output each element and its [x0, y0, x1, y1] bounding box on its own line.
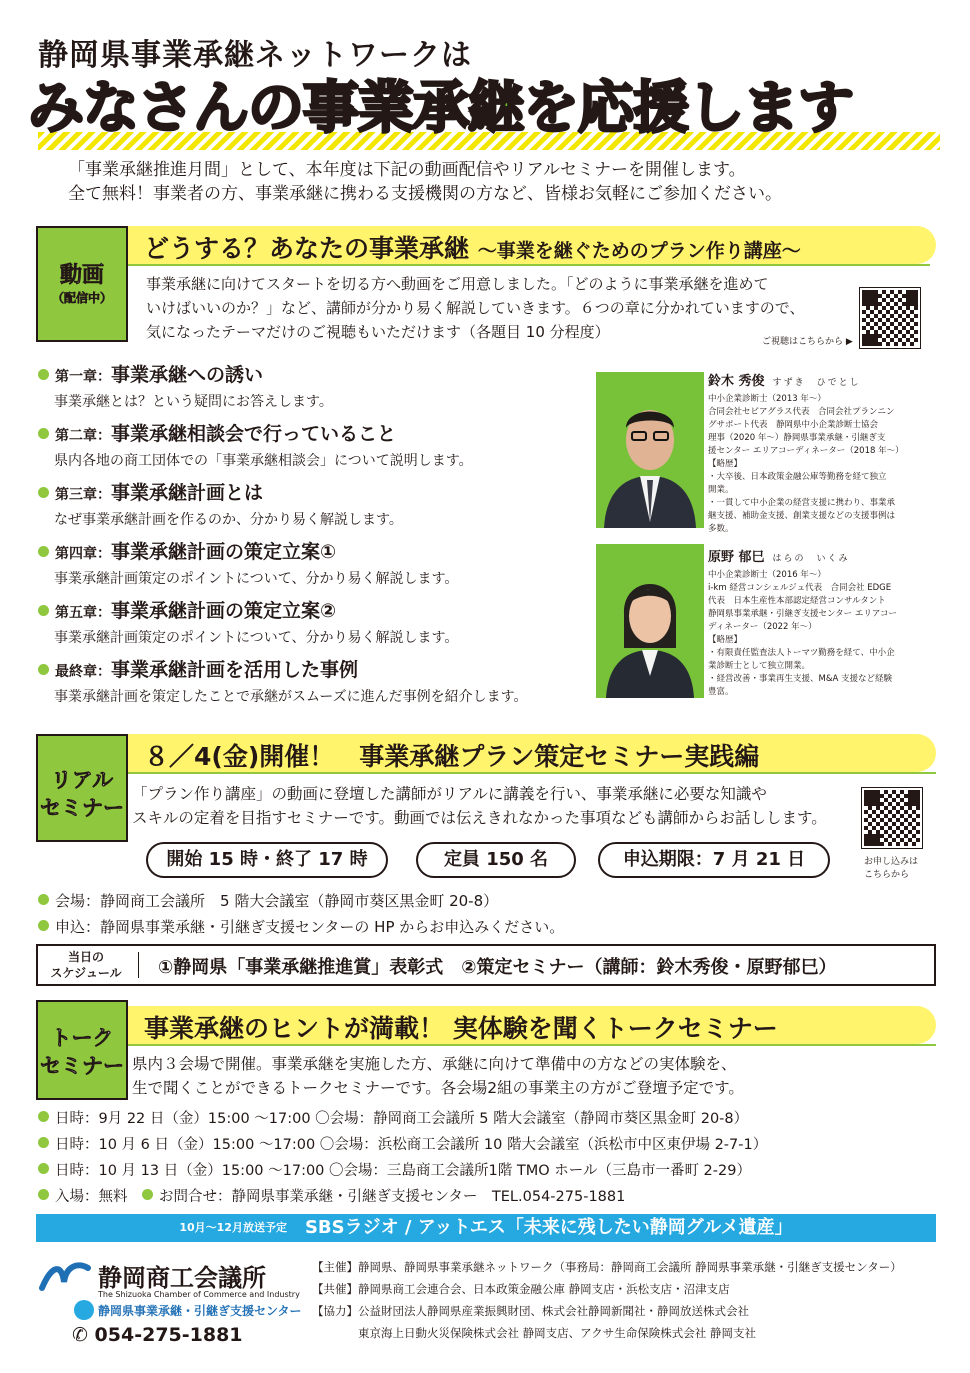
- bio-line: 中小企業診断士（2016 年～）: [708, 570, 826, 580]
- seminar-title-bar: [110, 734, 936, 772]
- video-subtitle: ～事業を継ぐためのプラン作り講座～: [477, 240, 801, 262]
- intro-line: 全て無料！事業者の方、事業承継に携わる支援機関の方など、皆様お気軽にご参加ください。: [68, 184, 782, 204]
- desc-line: いけばいいのか？」など、講師が分かり易く解説していきます。６つの章に分かれていますので、: [146, 299, 805, 317]
- intro-text: [68, 158, 782, 206]
- desc-line: スキルの定着を目指すセミナーです。動画では伝えきれなかった事項なども講師からお話しします。: [132, 809, 827, 827]
- bullet-icon: [38, 1111, 49, 1122]
- chapter-item: [38, 478, 598, 537]
- bio-line: ディネーター（2022 年～）: [708, 622, 817, 632]
- phone-number: 054-275-1881: [94, 1324, 243, 1346]
- chapter-heading: [38, 537, 598, 564]
- credit-line: 東京海上日動火災保険株式会社 静岡支店、アクサ生命保険株式会社 静岡支社: [312, 1326, 756, 1340]
- bio-line: ・有限責任監査法人トーマツ勤務を経て、中小企: [708, 648, 895, 658]
- person-silhouette-icon: [596, 544, 704, 698]
- talk-schedule-list: [38, 1106, 767, 1210]
- speaker-kana: すずき ひでとし: [772, 378, 861, 388]
- bio-line: グサポート代表 静岡県中小企業診断士協会: [708, 420, 879, 430]
- credit-line: 【協力】公益財団法人静岡県産業振興財団、株式会社静岡新聞社・静岡放送株式会社: [312, 1304, 749, 1318]
- speaker-bio: [708, 393, 904, 536]
- title-part: みなさんの: [28, 76, 303, 141]
- bio-line: 代表 日本生産性本部認定経営コンサルタント: [708, 596, 886, 606]
- speaker-photo-suzuki: [596, 372, 704, 528]
- video-tag-sub: （配信中）: [51, 291, 112, 305]
- bullet-icon: [38, 1137, 49, 1148]
- schedule-label-line: スケジュール: [50, 966, 122, 980]
- chapter-description: 県内各地の商工団体での「事業承継相談会」について説明します。: [54, 453, 473, 469]
- radio-schedule: 10月～12月放送予定: [179, 1221, 287, 1234]
- chapter-item: [38, 419, 598, 478]
- chapter-number: 第四章：: [55, 546, 111, 562]
- radio-program: SBSラジオ / アットエス「未来に残したい静岡グルメ遺産」: [304, 1217, 793, 1238]
- seminar-details: [38, 888, 564, 940]
- desc-line: 気になったテーマだけのご視聴もいただけます（各題目 10 分程度）: [146, 323, 610, 341]
- person-silhouette-icon: [596, 372, 704, 528]
- seminar-apply: [38, 914, 564, 940]
- phone-icon: ✆: [72, 1324, 95, 1346]
- bio-line: 中小企業診断士（2013 年～）: [708, 394, 826, 404]
- talk-description: [132, 1052, 744, 1100]
- bio-line: i-km 経営コンシェルジュ代表 合同会社 EDGE: [708, 583, 892, 593]
- talk-fee-contact: [38, 1184, 767, 1210]
- bullet-icon: [38, 428, 49, 439]
- chapter-number: 最終章：: [55, 664, 111, 680]
- talk-date-text: 日時：10 月 13 日（金）15:00 ～17:00 〇会場：三島商工会議所1階 TMO ホール（三島市一番町 2-29）: [55, 1163, 751, 1179]
- desc-line: 事業承継に向けてスタートを切る方へ動画をご用意しました。「どのように事業承継を進めて: [146, 275, 769, 293]
- bullet-icon: [38, 605, 49, 616]
- center-name: 静岡県事業承継・引継ぎ支援センター: [98, 1304, 302, 1318]
- chapter-number: 第三章：: [55, 487, 111, 503]
- bullet-icon: [38, 894, 49, 905]
- chapter-item: [38, 360, 598, 419]
- bio-line: 【略歴】: [708, 459, 743, 469]
- speaker-photo-harano: [596, 544, 704, 698]
- title-part: を: [523, 76, 578, 141]
- intro-line: 「事業承継推進月間」として、本年度は下記の動画配信やリアルセミナーを開催します。: [68, 160, 746, 180]
- video-qr-code[interactable]: [860, 288, 920, 348]
- chapter-description: 事業承継とは？という疑問にお答えします。: [54, 394, 333, 410]
- speaker-name: [708, 370, 904, 389]
- bio-line: 静岡県事業承継・引継ぎ支援センター エリアコー: [708, 609, 897, 619]
- chapter-title: 事業承継計画の策定立案①: [111, 541, 337, 563]
- desc-line: 生で聞くことができるトークセミナーです。各会場2組の事業主の方がご登壇予定です。: [132, 1079, 744, 1097]
- chapter-heading: [38, 419, 598, 446]
- seminar-tag-label: リアル: [50, 768, 114, 792]
- speaker-bio: [708, 569, 897, 699]
- talk-date-item: [38, 1158, 767, 1184]
- bio-line: 継支援、補助金支援、創業支援などの支援事例は: [708, 511, 896, 521]
- seminar-qr-caption: [864, 856, 918, 882]
- bio-line: 援センター エリアコーディネーター（2018 年～）: [708, 446, 904, 456]
- seminar-time-pill: 開始 15 時・終了 17 時: [146, 842, 388, 878]
- talk-date-text: 日時：9月 22 日（金）15:00 ～17:00 〇会場：静岡商工会議所 5 階大会議室（静岡市葵区黒金町 20-8）: [55, 1111, 749, 1127]
- qr-caption-line: こちらから: [864, 870, 910, 880]
- chapter-item: [38, 596, 598, 655]
- chapter-description: なぜ事業承継計画を作るのか、分かり易く解説します。: [54, 512, 403, 528]
- chapter-title: 事業承継相談会で行っていること: [111, 423, 397, 445]
- video-title-main: どうする？あなたの事業承継: [144, 234, 470, 263]
- chapter-list: [38, 360, 598, 714]
- credit-line: 【共催】静岡県商工会連合会、日本政策金融公庫 静岡支店・浜松支店・沼津支店: [312, 1282, 730, 1296]
- bullet-icon: [38, 1163, 49, 1174]
- speaker-name-text: 原野 郁巳: [708, 550, 765, 565]
- seminar-description: [132, 782, 827, 830]
- talk-title: 事業承継のヒントが満載！ 実体験を聞くトークセミナー: [144, 1014, 778, 1043]
- chapter-heading: [38, 655, 598, 682]
- bullet-icon: [38, 1189, 49, 1200]
- talk-date-text: 日時：10 月 6 日（金）15:00 ～17:00 〇会場：浜松商工会議所 10 階大会議室（浜松市中区東伊場 2-7-1）: [55, 1137, 768, 1153]
- schedule-box: [36, 944, 936, 986]
- bullet-icon: [38, 546, 49, 557]
- center-logo-icon: [74, 1300, 94, 1320]
- chapter-item: [38, 537, 598, 596]
- chapter-title: 事業承継への誘い: [111, 364, 264, 386]
- divider: [138, 952, 139, 978]
- venue-text: 会場：静岡商工会議所 5 階大会議室（静岡市葵区黒金町 20-8）: [55, 892, 499, 910]
- chamber-name-en: The Shizuoka Chamber of Commerce and Industry: [98, 1290, 300, 1299]
- schedule-text: ①静岡県「事業承継推進賞」表彰式 ②策定セミナー（講師：鈴木秀俊・原野郁巳）: [158, 957, 837, 978]
- speaker-info-suzuki: [708, 370, 904, 536]
- video-description: [146, 272, 805, 344]
- bio-line: ・一貫して中小企業の経営支援に携わり、事業承: [708, 498, 896, 508]
- chapter-title: 事業承継計画を活用した事例: [111, 659, 359, 681]
- footer-phone: [72, 1324, 243, 1346]
- video-tag: [36, 226, 128, 342]
- bio-line: 豊富。: [708, 687, 734, 697]
- bio-line: ・経営改善・事業再生支援、M&A 支援など経験: [708, 674, 892, 684]
- bullet-icon: [38, 487, 49, 498]
- talk-date-item: [38, 1132, 767, 1158]
- qr-caption-line: お申し込みは: [864, 857, 919, 867]
- video-title-bar: [110, 226, 936, 264]
- chapter-description: 事業承継計画策定のポイントについて、分かり易く解説します。: [54, 571, 459, 587]
- desc-line: 「プラン作り講座」の動画に登壇した講師がリアルに講義を行い、事業承継に必要な知識や: [132, 785, 767, 803]
- apply-text: 申込：静岡県事業承継・引継ぎ支援センターの HP からお申込みください。: [55, 918, 565, 936]
- schedule-label-line: 当日の: [67, 950, 104, 964]
- title-part: 応援: [578, 76, 688, 141]
- seminar-deadline-pill: 申込期限：7 月 21 日: [598, 842, 830, 878]
- title-part: します: [688, 76, 853, 141]
- header-title: [28, 76, 940, 146]
- chapter-item: [38, 655, 598, 714]
- seminar-tag-label: セミナー: [40, 796, 124, 820]
- desc-line: 県内３会場で開催。事業承継を実施した方、承継に向けて準備中の方などの実体験を、: [132, 1055, 737, 1073]
- talk-tag-label: セミナー: [40, 1054, 124, 1078]
- radio-banner: [36, 1214, 936, 1242]
- chapter-heading: [38, 596, 598, 623]
- chapter-heading: [38, 478, 598, 505]
- speaker-info-harano: [708, 546, 897, 699]
- credits: [312, 1256, 902, 1344]
- seminar-tag: [36, 734, 128, 842]
- bio-line: ・大卒後、日本政策金融公庫等勤務を経て独立: [708, 472, 887, 482]
- chapter-number: 第五章：: [55, 605, 111, 621]
- header-title-text: [28, 76, 853, 142]
- talk-tag-label: トーク: [50, 1026, 114, 1050]
- speaker-kana: はらの いくみ: [772, 554, 850, 564]
- talk-title-bar: [110, 1006, 936, 1044]
- chamber-name: 静岡商工会議所: [98, 1264, 266, 1292]
- bio-line: 業診断士として独立開業。: [708, 661, 811, 671]
- bullet-icon: [38, 369, 49, 380]
- seminar-qr-code[interactable]: [862, 788, 922, 848]
- speaker-name-text: 鈴木 秀俊: [708, 374, 765, 389]
- video-qr-caption: ご視聴はこちらから ▶: [762, 337, 853, 347]
- seminar-venue: [38, 888, 564, 914]
- chapter-description: 事業承継計画を策定したことで承継がスムーズに進んだ事例を紹介します。: [54, 689, 528, 705]
- talk-tag: [36, 1000, 128, 1100]
- speaker-name: [708, 546, 897, 565]
- credit-line: 【主催】静岡県、静岡県事業承継ネットワーク（事務局：静岡商工会議所 静岡県事業承継・引継ぎ支援センター）: [312, 1260, 902, 1274]
- chapter-title: 事業承継計画の策定立案②: [111, 600, 337, 622]
- header-subtitle: 静岡県事業承継ネットワークは: [38, 38, 472, 73]
- chapter-heading: [38, 360, 598, 387]
- chapter-title: 事業承継計画とは: [111, 482, 264, 504]
- talk-fee: 入場：無料: [55, 1189, 128, 1205]
- chapter-description: 事業承継計画策定のポイントについて、分かり易く解説します。: [54, 630, 459, 646]
- chapter-number: 第二章：: [55, 428, 111, 444]
- video-title: [144, 229, 801, 265]
- talk-contact: お問合せ：静岡県事業承継・引継ぎ支援センター TEL.054-275-1881: [159, 1189, 626, 1205]
- bio-line: 合同会社セピアグラス代表 合同会社プランニン: [708, 407, 895, 417]
- bio-line: 【略歴】: [708, 635, 743, 645]
- seminar-title: ８／4(金)開催！ 事業承継プラン策定セミナー実践編: [144, 742, 760, 771]
- bio-line: 多数。: [708, 524, 734, 534]
- bullet-icon: [38, 664, 49, 675]
- video-tag-label: 動画: [59, 263, 104, 288]
- title-part: 事業承継: [303, 76, 523, 141]
- bio-line: 理事（2020 年～）静岡県事業承継・引継ぎ支: [708, 433, 886, 443]
- chamber-logo-icon: [38, 1258, 92, 1298]
- schedule-label: [38, 949, 134, 981]
- bullet-icon: [38, 920, 49, 931]
- bio-line: 開業。: [708, 485, 734, 495]
- chapter-number: 第一章：: [55, 369, 111, 385]
- chamber-logo: [38, 1258, 92, 1302]
- seminar-capacity-pill: 定員 150 名: [416, 842, 576, 878]
- talk-date-item: [38, 1106, 767, 1132]
- bullet-icon: [142, 1189, 153, 1200]
